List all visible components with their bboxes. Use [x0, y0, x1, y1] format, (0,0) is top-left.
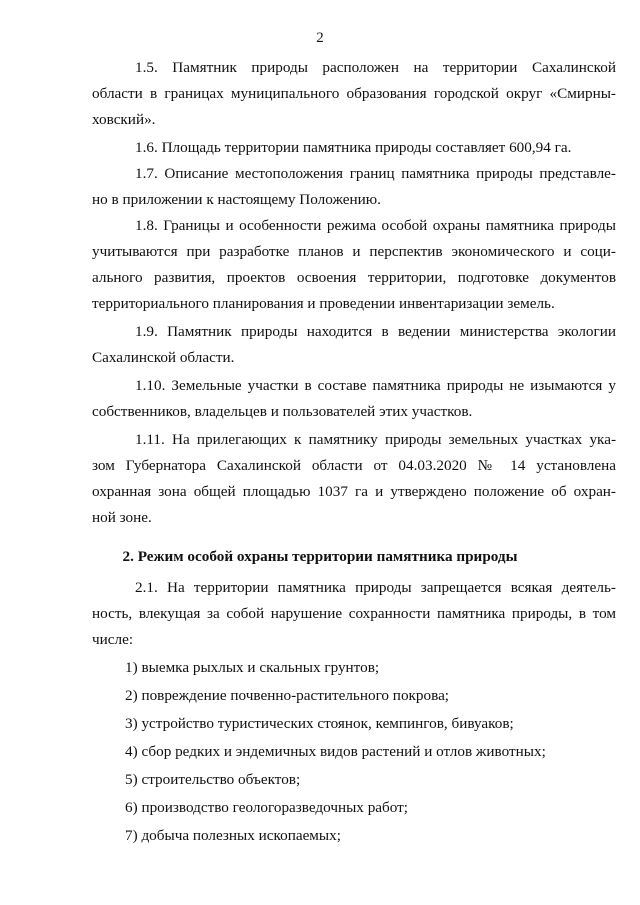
paragraph-1-8-line-3: ального развития, проектов освоения территории, подготовке документов — [92, 269, 616, 286]
paragraph-1-11-line-1: 1.11. На прилегающих к памятнику природы земельных участках ука- — [135, 431, 616, 448]
paragraph-1-11-line-4: ной зоне. — [92, 509, 152, 526]
paragraph-1-11-line-2: зом Губернатора Сахалинской области от 04.03.2020 № 14 установлена — [92, 457, 616, 474]
paragraph-1-7-line-1: 1.7. Описание местоположения границ памятника природы представле- — [135, 165, 616, 182]
list-item: 3) устройство туристических стоянок, кемпингов, бивуаков; — [125, 715, 514, 732]
list-item: 1) выемка рыхлых и скальных грунтов; — [125, 659, 380, 676]
paragraph-2-1-line-1: 2.1. На территории памятника природы запрещается всякая деятель- — [135, 579, 616, 596]
paragraph-1-5-line-3: ховский». — [92, 111, 156, 128]
paragraph-1-8-line-4: территориального планирования и проведении инвентаризации земель. — [92, 295, 555, 312]
list-item: 4) сбор редких и эндемичных видов растений и отлов животных; — [125, 743, 546, 760]
paragraph-1-5-line-2: области в границах муниципального образования городской округ «Смирны- — [92, 85, 616, 102]
paragraph-2-1-line-2: ность, влекущая за собой нарушение сохранности памятника природы, в том — [92, 605, 616, 622]
list-item: 5) строительство объектов; — [125, 771, 301, 788]
list-item: 7) добыча полезных ископаемых; — [125, 827, 341, 844]
paragraph-1-8-line-1: 1.8. Границы и особенности режима особой охраны памятника природы — [135, 217, 616, 234]
paragraph-2-1-line-3: числе: — [92, 631, 134, 648]
paragraph-1-9-line-2: Сахалинской области. — [92, 349, 235, 366]
paragraph-1-10-line-1: 1.10. Земельные участки в составе памятника природы не изымаются у — [135, 377, 616, 394]
page-number: 2 — [316, 30, 324, 46]
paragraph-1-7-line-2: но в приложении к настоящему Положению. — [92, 191, 381, 208]
list-item: 6) производство геологоразведочных работ; — [125, 799, 409, 816]
paragraph-1-8-line-2: учитываются при разработке планов и перспектив экономического и соци- — [92, 243, 616, 260]
paragraph-1-9-line-1: 1.9. Памятник природы находится в ведении министерства экологии — [135, 323, 616, 340]
section-heading: 2. Режим особой охраны территории памятника природы — [122, 548, 518, 565]
paragraph-1-11-line-3: охранная зона общей площадью 1037 га и утверждено положение об охран- — [92, 483, 616, 500]
paragraph-1-5-line-1: 1.5. Памятник природы расположен на территории Сахалинской — [135, 59, 616, 76]
list-item: 2) повреждение почвенно-растительного покрова; — [125, 687, 450, 704]
paragraph-1-6-line-1: 1.6. Площадь территории памятника природы составляет 600,94 га. — [135, 139, 572, 156]
paragraph-1-10-line-2: собственников, владельцев и пользователей этих участков. — [92, 403, 473, 420]
